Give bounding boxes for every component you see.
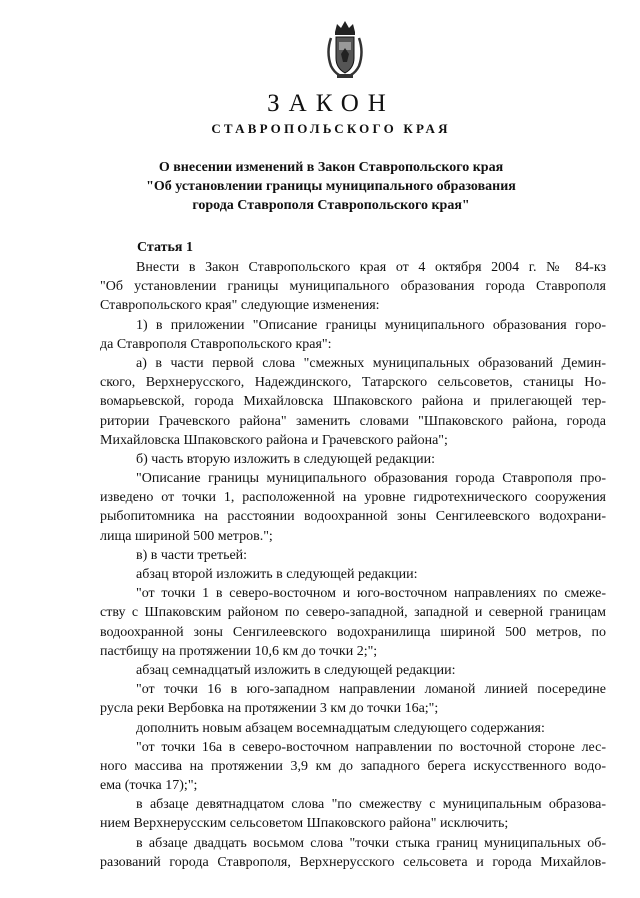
text-line: ритории Грачевского района" заменить словами "Шпаковского района, города — [100, 413, 606, 429]
text-line: изведено от точки 1, расположенной на уровне гидротехнического сооружения — [100, 490, 606, 506]
text-line: русла реки Вербовка на протяжении 3 км до точки 16а;"; — [100, 701, 439, 717]
text-line: "от точки 1 в северо-восточном и юго-восточном направлениях по смеже- — [136, 586, 606, 602]
text-line: дополнить новым абзацем восемнадцатым следующего содержания: — [136, 720, 545, 736]
text-line: нием Верхнерусским сельсоветом Шпаковского района" исключить; — [100, 816, 509, 832]
text-line: ского, Верхнерусского, Надеждинского, Татарского сельсоветов, станицы Но- — [100, 375, 606, 391]
subject-line: города Ставрополя Ставропольского края" — [192, 198, 470, 213]
article-heading: Статья 1 — [137, 240, 193, 255]
text-line: вомарьевской, города Михайловска Шпаковского района и прилегающей тер- — [100, 394, 606, 410]
text-line: Михайловска Шпаковского района и Грачевского района"; — [100, 432, 448, 448]
text-line: "от точки 16 в юго-западном направлении ломаной линией посередине — [136, 682, 606, 698]
text-line: абзац второй изложить в следующей редакции: — [136, 567, 418, 582]
text-line: в абзаце девятнадцатом слова "по смежеству с муниципальным образова- — [136, 797, 606, 813]
text-line: ного массива на протяжении 3,9 км до западного берега искусственного водо- — [100, 758, 606, 774]
text-line: абзац семнадцатый изложить в следующей редакции: — [136, 662, 456, 678]
text-line: 1) в приложении "Описание границы муниципального образования горо- — [136, 317, 606, 333]
text-line: лища шириной 500 метров."; — [100, 528, 273, 544]
text-line: "Описание границы муниципального образования города Ставрополя про- — [136, 471, 606, 487]
text-line: рыбопитомника на расстоянии водоохранной зоны Сенгилеевского водохрани- — [100, 509, 606, 525]
article-body — [100, 258, 606, 872]
text-line: водоохранной зоны Сенгилеевского водохранилища шириной 500 метров, по — [100, 624, 606, 640]
text-line: б) часть вторую изложить в следующей редакции: — [136, 451, 435, 467]
coat-of-arms-icon — [325, 18, 365, 80]
text-line: в) в части третьей: — [136, 547, 248, 563]
text-line: ству с Шпаковским районом по северо-западной, западной и северной границам — [100, 605, 606, 621]
text-line: да Ставрополя Ставропольского края": — [100, 336, 332, 352]
text-line: Внести в Закон Ставропольского края от 4 октября 2004 г. № 84-кз — [136, 260, 606, 275]
law-region: СТАВРОПОЛЬСКОГО КРАЯ — [211, 121, 451, 136]
text-line: в абзаце двадцать восьмом слова "точки стыка границ муниципальных об- — [136, 835, 606, 851]
text-line: пастбищу на протяжении 10,6 км до точки 2;"; — [100, 643, 378, 659]
text-line: ема (точка 17);"; — [100, 778, 198, 794]
text-line: а) в части первой слова "смежных муниципальных образований Демин- — [136, 355, 606, 371]
text-line: Ставропольского края" следующие изменения: — [100, 298, 380, 314]
subject-line: О внесении изменений в Закон Ставропольского края — [158, 160, 504, 175]
law-subject — [0, 158, 640, 215]
law-title: ЗАКОН — [267, 90, 395, 117]
text-line: "от точки 16а в северо-восточном направлении по восточной стороне лес- — [136, 739, 606, 755]
text-line: разований города Ставрополя, Верхнерусского сельсовета и города Михайлов- — [100, 854, 606, 870]
subject-line: "Об установлении границы муниципального образования — [146, 179, 516, 194]
text-line: "Об установлении границы муниципального образования города Ставрополя — [100, 279, 606, 295]
